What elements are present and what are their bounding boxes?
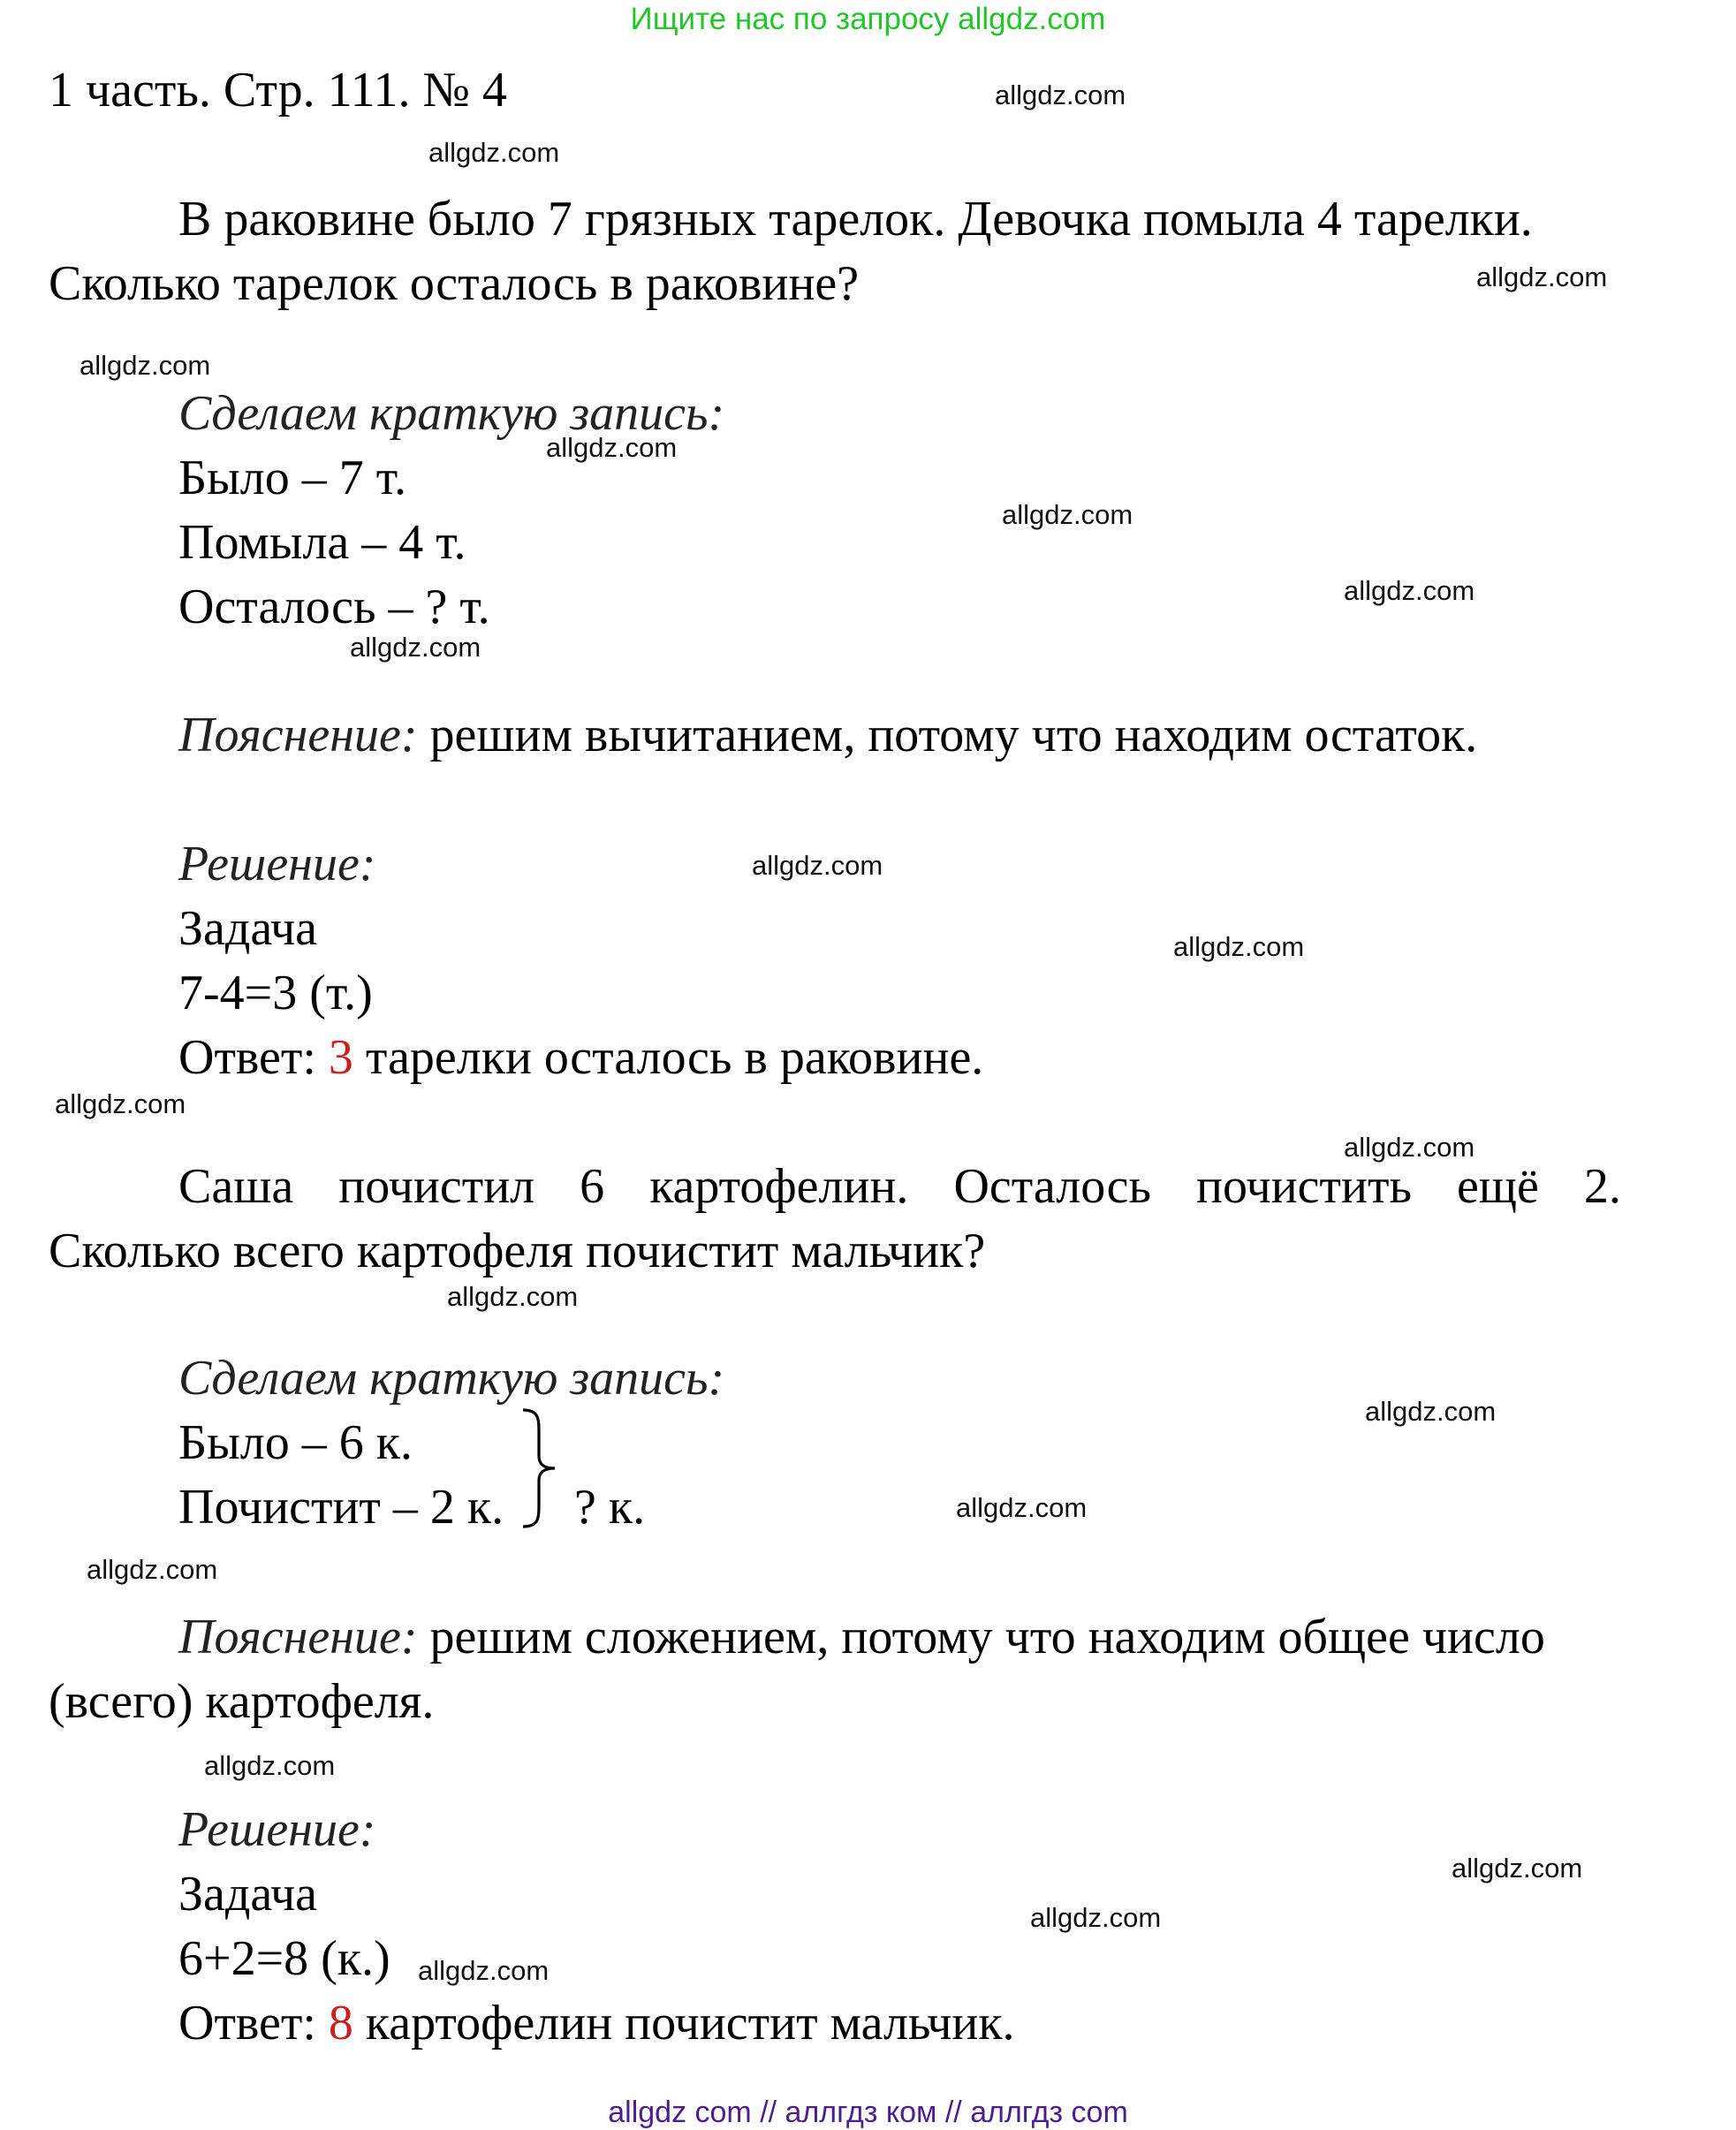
task2-word: картофелин.: [649, 1159, 909, 1214]
task2-explanation: [178, 1612, 1545, 1662]
task2-answer-label: Ответ:: [178, 1996, 329, 2050]
task1-line1: В раковине было 7 грязных тарелок. Девочка помыла 4 тарелки.: [178, 192, 1533, 246]
task1-short-title: Сделаем краткую запись:: [178, 386, 725, 441]
task1-answer: [178, 1030, 984, 1085]
task2-row2: Почистит – 2 к.: [178, 1480, 504, 1535]
task2-line1: [178, 1159, 1621, 1214]
task2-row1: Было – 6 к.: [178, 1415, 413, 1470]
top-banner[interactable]: Ищите нас по запросу allgdz.com: [630, 2, 1106, 36]
task2-line2: Сколько всего картофеля почистит мальчик?: [49, 1224, 986, 1278]
task1-line2: Сколько тарелок осталось в раковине?: [49, 256, 860, 311]
task2-word: 6: [580, 1159, 605, 1214]
task1-row3: Осталось – ? т.: [178, 580, 490, 634]
watermark: allgdz.com: [204, 1750, 336, 1781]
task2-word: Саша: [178, 1159, 294, 1214]
watermark: allgdz.com: [428, 137, 560, 168]
task2-expl-label: Пояснение:: [178, 1610, 418, 1664]
task2-expl-text: решим сложением, потому что находим общее число: [417, 1610, 1545, 1664]
task1-expl-text: решим вычитанием, потому что находим остаток.: [417, 708, 1478, 762]
task1-explanation: [178, 710, 1477, 760]
watermark: allgdz.com: [1452, 1853, 1583, 1884]
task2-word: 2.: [1583, 1159, 1621, 1214]
watermark: allgdz.com: [1365, 1396, 1497, 1427]
watermark: allgdz.com: [350, 632, 481, 663]
watermark: allgdz.com: [1344, 1132, 1475, 1163]
right-brace-icon: [519, 1406, 560, 1530]
task2-word: ещё: [1457, 1159, 1539, 1214]
watermark: allgdz.com: [1344, 575, 1475, 606]
watermark: allgdz.com: [87, 1554, 218, 1585]
footer-links[interactable]: allgdz com // аллгдз ком // аллгдз com: [608, 2096, 1128, 2129]
watermark: allgdz.com: [447, 1281, 579, 1312]
watermark: allgdz.com: [80, 350, 211, 381]
task1-solution-word: Задача: [178, 901, 318, 956]
task2-solution-expr: 6+2=8 (к.): [178, 1931, 390, 1986]
task2-solution-label: Решение:: [178, 1802, 376, 1857]
task1-expl-label: Пояснение:: [178, 708, 418, 762]
page-heading: 1 часть. Стр. 111. № 4: [49, 63, 507, 117]
task2-short-title: Сделаем краткую запись:: [178, 1351, 725, 1406]
task2-word: почистил: [338, 1159, 535, 1214]
task2-word: почистить: [1196, 1159, 1412, 1214]
task1-answer-label: Ответ:: [178, 1030, 329, 1085]
watermark: allgdz.com: [1002, 499, 1133, 530]
task2-brace-result: ? к.: [574, 1480, 646, 1535]
task1-row1: Было – 7 т.: [178, 451, 406, 505]
watermark: allgdz.com: [956, 1492, 1088, 1523]
watermark: allgdz.com: [1476, 262, 1608, 292]
task1-row2: Помыла – 4 т.: [178, 515, 466, 570]
task1-solution-expr: 7-4=3 (т.): [178, 966, 373, 1020]
watermark: allgdz.com: [55, 1088, 186, 1119]
task2-expl-line2: (всего) картофеля.: [49, 1674, 435, 1729]
watermark: allgdz.com: [546, 432, 678, 463]
task2-word: Осталось: [953, 1159, 1151, 1214]
task1-answer-value: 3: [328, 1030, 353, 1085]
task2-answer-value: 8: [328, 1996, 353, 2050]
watermark: allgdz.com: [752, 850, 883, 881]
task2-solution-word: Задача: [178, 1867, 318, 1922]
watermark: allgdz.com: [418, 1955, 550, 1986]
task1-solution-label: Решение:: [178, 837, 376, 891]
watermark: allgdz.com: [995, 80, 1126, 110]
watermark: allgdz.com: [1030, 1902, 1162, 1933]
task1-answer-text: тарелки осталось в раковине.: [353, 1030, 984, 1085]
task2-answer: [178, 1998, 1015, 2048]
task2-answer-text: картофелин почистит мальчик.: [353, 1996, 1015, 2050]
watermark: allgdz.com: [1173, 931, 1305, 962]
